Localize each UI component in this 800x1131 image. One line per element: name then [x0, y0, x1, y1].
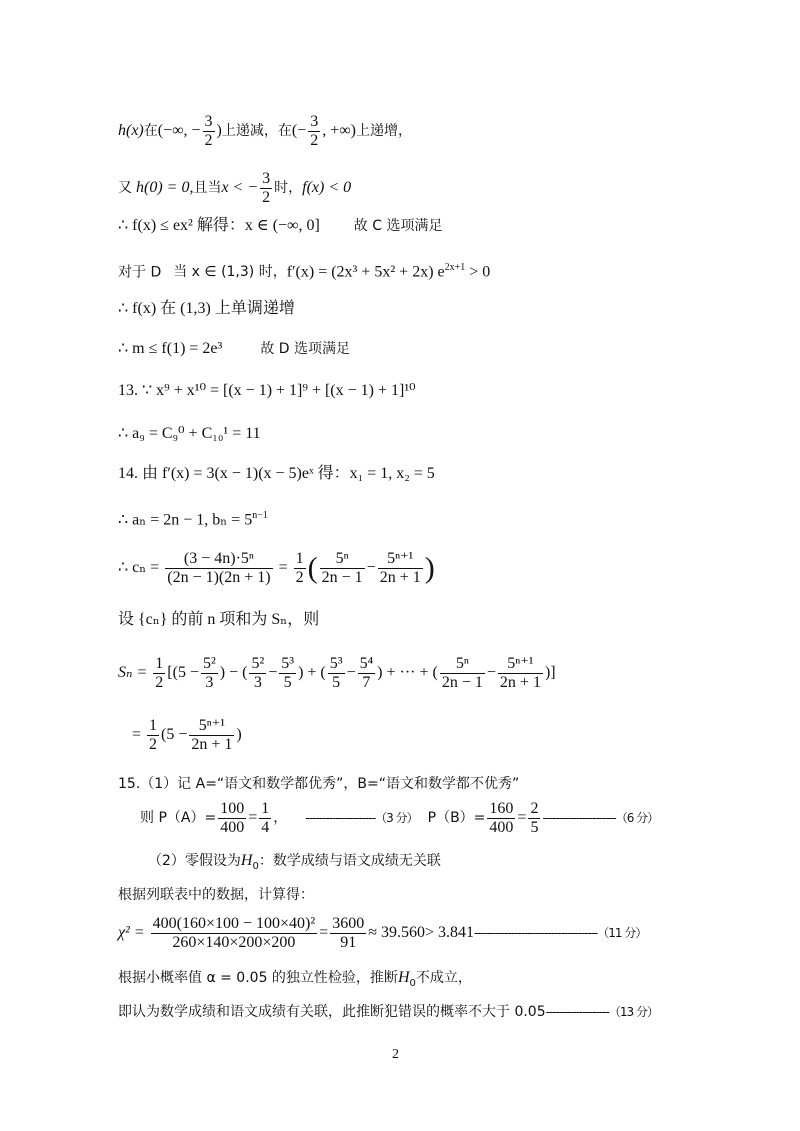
q15-event-definition: 15.（1）记 A=“语文和数学都优秀”，B=“语文和数学都不优秀” — [118, 776, 520, 792]
derivative-expression: f′(x) = (2x³ + 5x² + 2x) e — [286, 263, 445, 281]
score-11: -------------------------------------（11 分） — [474, 926, 647, 941]
conclusion-text: 即认为数学成绩和语文成绩有关联，此推断犯错误的概率不大于 0.05 — [118, 1004, 546, 1020]
result-fraction: $\frac{\text{5ⁿ⁺¹}}{2n + 1}$ — [191, 717, 233, 753]
sn-lhs: Sₙ = — [118, 664, 148, 682]
paren-close: ) — [424, 551, 435, 585]
a9-result: ∴ a₉ = C₉⁰ + C₁₀¹ = 11 — [118, 425, 261, 442]
option-c-satisfied: 故 C 选项满足 — [353, 218, 443, 234]
line-q14 — [118, 463, 435, 485]
sn-frac-4: $\frac{\text{5³}}{5}$ — [329, 655, 343, 691]
q14-derivative: 14. 由 f′(x) = 3(x − 1)(x − 5)eˣ 得：x₁ = 1, x₂ = 5 — [118, 465, 435, 482]
sn-part-4: ) + ( — [298, 664, 326, 682]
sn-definition: 设 {cₙ} 的前 n 项和为 Sₙ，则 — [118, 611, 320, 628]
line-d-option — [118, 257, 490, 283]
line-conclusion-1: 根据小概率值 α = 0.05 的独立性检验，推断$H_0$不成立， — [118, 969, 472, 989]
an-bn-formula: ∴ aₙ = 2n − 1, bₙ = 5 — [118, 511, 253, 529]
paren-open: ( — [307, 551, 318, 585]
interval-1-open: (−∞, − — [157, 122, 201, 140]
h-of-x: h(x) — [118, 122, 144, 140]
solution-c: ∴ f(x) ≤ ex² 解得：x ∈ (−∞, 0] — [118, 217, 320, 234]
independence-test: 根据小概率值 α = 0.05 的独立性检验，推断 — [118, 970, 398, 986]
x-less-than: x < − — [221, 179, 259, 197]
pb-label: P（B）= — [427, 810, 486, 827]
h0-equation: h(0) = 0, — [136, 179, 194, 197]
fraction-3-over-2-a: $\frac{3}{2}$ — [204, 113, 213, 149]
text-shi: 时， — [274, 180, 303, 197]
line-q15-null-hypothesis: （2）零假设为$H_0$：数学成绩与语文成绩无关联 — [148, 852, 441, 872]
line-m-bound — [118, 338, 350, 360]
chi-fraction-2: $\frac{3600}{91}$ — [332, 915, 365, 951]
interval-2-close: , +∞) — [322, 122, 356, 140]
text-increasing: 上递增， — [356, 123, 412, 140]
pa-equals: = — [248, 809, 258, 827]
chi-equals: = — [319, 924, 329, 942]
line-c-option — [118, 215, 442, 237]
result-half: $\frac{1}{2}$ — [149, 717, 158, 753]
chi-square-lhs: χ² = — [118, 924, 145, 942]
null-hypothesis-label: （2）零假设为 — [148, 853, 241, 869]
sn-part-5: − — [346, 664, 356, 682]
fraction-3-over-2-c: $\frac{3}{2}$ — [262, 170, 271, 206]
h0-symbol: H — [240, 852, 253, 869]
line-cn — [118, 550, 435, 587]
cn-lhs: ∴ cₙ = — [118, 559, 160, 577]
for-d-label: 对于 D — [118, 264, 162, 281]
cn-main-fraction: $\frac{\text{(3 − 4n)·5ⁿ}}{(2n - 1)(2n + 1)}$ — [167, 550, 271, 586]
chi-fraction-1: $\frac{\text{400(160×100 − 100×40)²}}{260\times 140\times 200\times 200}$ — [152, 915, 316, 951]
cn-minus: − — [366, 559, 376, 577]
chi-approx: ≈ 39.560> 3.841 — [368, 924, 475, 942]
pb-fraction-1: $\frac{160}{400}$ — [489, 800, 514, 836]
sn-part-6: ) + ··· + ( — [377, 664, 438, 682]
exponent-n-minus-1: n−1 — [252, 510, 268, 521]
sn-frac-2: $\frac{\text{5²}}{3}$ — [251, 655, 265, 691]
q13-expansion: 13. ∵ x⁹ + x¹⁰ = [(x − 1) + 1]⁹ + [(x − 1) + 1]¹⁰ — [118, 382, 416, 399]
sn-part-8: )] — [544, 664, 556, 682]
sn-half: $\frac{1}{2}$ — [155, 655, 164, 691]
sn-frac-1: $\frac{\text{5²}}{3}$ — [202, 655, 216, 691]
line-chi-square — [118, 915, 646, 952]
text-you: 又 — [118, 180, 132, 197]
greater-than-zero: > 0 — [465, 263, 491, 281]
pa-fraction-1: $\frac{100}{400}$ — [220, 800, 245, 836]
cn-equals: = — [278, 559, 288, 577]
result-part-1: (5 − — [161, 726, 188, 744]
sn-part-2: ) − ( — [219, 664, 248, 682]
sn-part-3: − — [268, 664, 278, 682]
sn-frac-7: $\frac{\text{5ⁿ⁺¹}}{2n + 1}$ — [499, 655, 541, 691]
sn-part-7: − — [486, 664, 496, 682]
pb-equals: = — [517, 809, 527, 827]
text-decreasing: 上递减，在 — [221, 123, 292, 140]
text-qiedang: 且当 — [193, 180, 222, 197]
pa-label: 则 P（A）= — [140, 810, 217, 827]
sn-frac-3: $\frac{\text{5³}}{5}$ — [281, 655, 295, 691]
line-a9 — [118, 423, 261, 445]
score-3: ---------------------（3 分） — [305, 811, 418, 826]
compute-intro: 根据列联表中的数据，计算得： — [118, 887, 314, 903]
pa-comma: ， — [273, 810, 288, 827]
result-equals: = — [132, 726, 142, 744]
result-part-2: ) — [236, 726, 242, 744]
cn-half: $\frac{1}{2}$ — [295, 550, 304, 586]
pb-fraction-2: $\frac{2}{5}$ — [530, 800, 539, 836]
f-negative: f(x) < 0 — [302, 179, 352, 197]
line-sn-def — [118, 609, 319, 631]
m-bound: ∴ m ≤ f(1) = 2e³ — [118, 340, 223, 357]
line-h0 — [118, 170, 351, 207]
pa-fraction-2: $\frac{1}{4}$ — [261, 800, 270, 836]
sn-frac-5: $\frac{\text{5⁴}}{7}$ — [359, 655, 374, 691]
line-conclusion-2 — [118, 1001, 658, 1023]
line-q15-compute — [118, 884, 314, 906]
h0-symbol-2: H — [397, 969, 410, 986]
sn-part-1: [(5 − — [167, 664, 199, 682]
interval-1-close: ) — [216, 122, 222, 140]
line-q15-events — [118, 773, 519, 795]
fraction-3-over-2-b: $\frac{3}{2}$ — [310, 113, 319, 149]
line-q15-probabilities — [140, 800, 658, 837]
line-h-monotonic — [118, 113, 412, 150]
score-13: -------------------（13 分） — [545, 1005, 658, 1019]
monotonic-increasing: ∴ f(x) 在 (1,3) 上单调递增 — [118, 300, 295, 317]
exponent-2x-plus-1: 2x+1 — [444, 262, 466, 273]
line-sn — [118, 655, 556, 692]
line-q13 — [118, 380, 416, 402]
score-6: ----------------------（6 分） — [542, 811, 659, 826]
option-d-satisfied: 故 D 选项满足 — [260, 341, 350, 357]
text-zai: 在 — [143, 123, 158, 140]
line-an-bn — [118, 505, 268, 531]
interval-2-open: (− — [291, 122, 307, 140]
when-x-in-interval: 当 x ∈ (1,3) 时， — [173, 264, 287, 281]
null-hypothesis-text: ：数学成绩与语文成绩无关联 — [258, 853, 441, 869]
line-increasing — [118, 298, 295, 320]
cn-fraction-b: $\frac{\text{5ⁿ⁺¹}}{2n + 1}$ — [379, 550, 421, 586]
page-number: 2 — [392, 1047, 399, 1062]
sn-frac-6: $\frac{\text{5ⁿ}}{2n - 1}$ — [441, 655, 483, 691]
not-valid: 不成立， — [415, 970, 472, 986]
cn-fraction-a: $\frac{\text{5ⁿ}}{2n - 1}$ — [321, 550, 363, 586]
line-sn-result — [132, 717, 242, 754]
